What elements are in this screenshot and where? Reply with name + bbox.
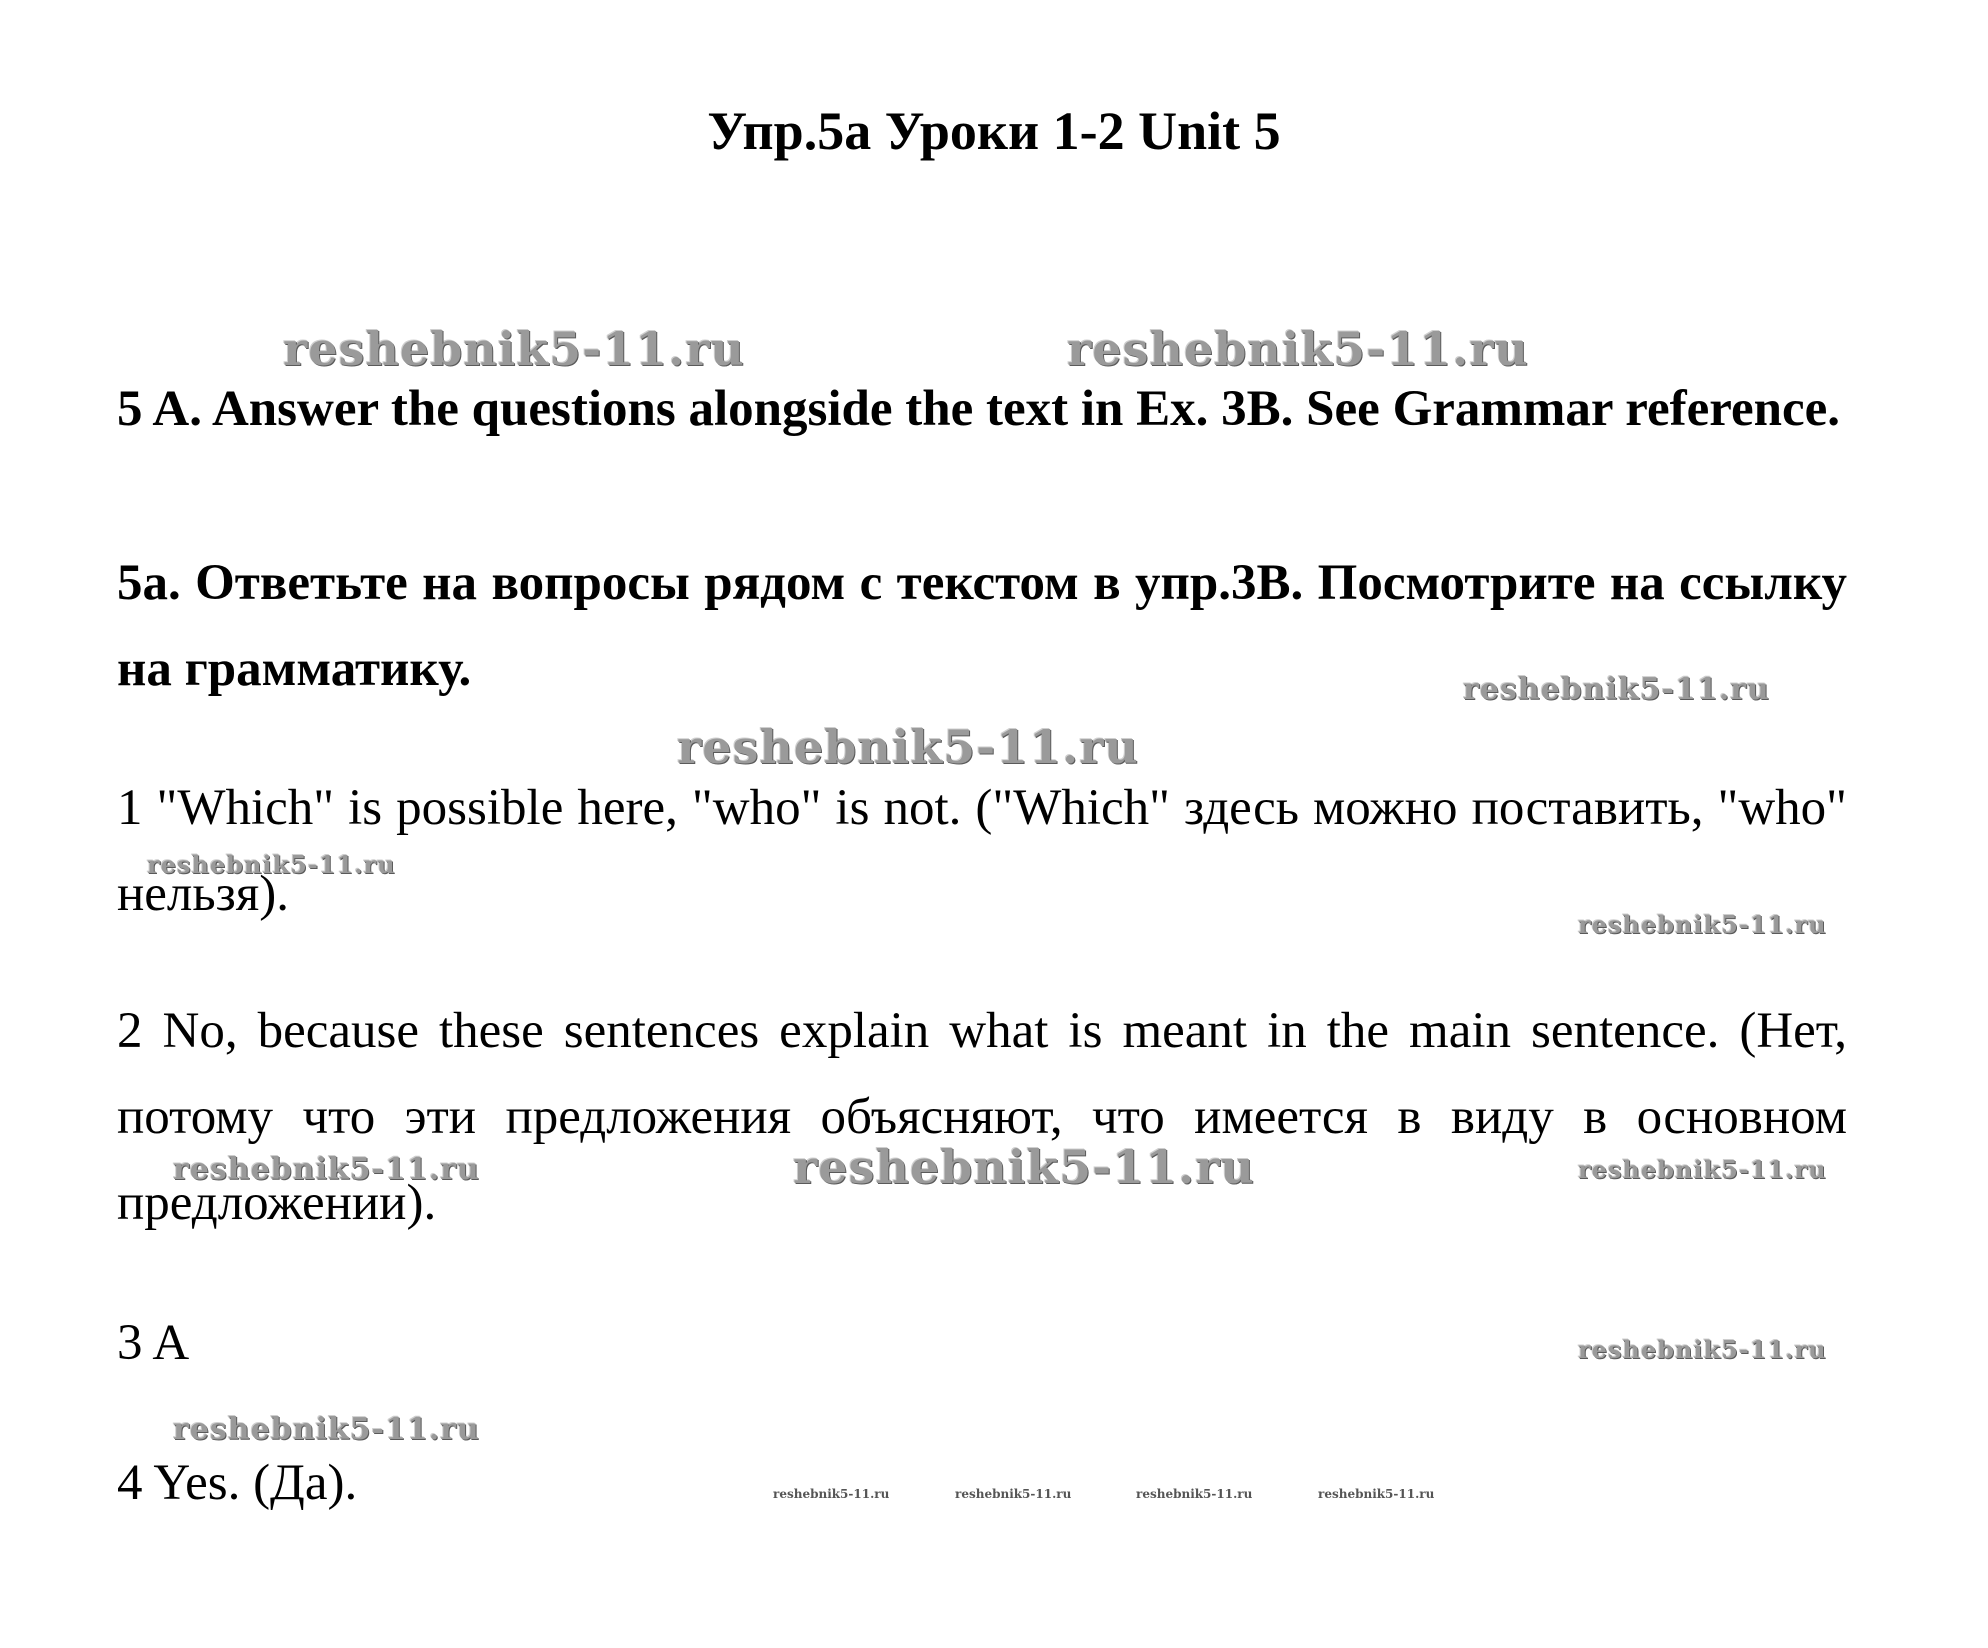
page-title: Упр.5а Уроки 1-2 Unit 5 <box>707 101 1281 161</box>
answer-1: 1 "Which" is possible here, "who" is not. ("Which" здесь можно поставить, "who" нельзя). <box>117 780 1847 922</box>
answer-3: 3 A <box>117 1315 190 1371</box>
watermark: reshebnik5-11.ru <box>773 1487 890 1501</box>
watermark: reshebnik5-11.ru <box>173 1152 480 1187</box>
watermark: reshebnik5-11.ru <box>173 1412 480 1447</box>
task-english: 5 A. Answer the questions alongside the text in Ex. 3B. See Grammar reference. <box>117 381 1841 437</box>
watermark: reshebnik5-11.ru <box>1136 1487 1253 1501</box>
watermark: reshebnik5-11.ru <box>283 322 745 376</box>
watermark: reshebnik5-11.ru <box>793 1140 1255 1194</box>
watermark: reshebnik5-11.ru <box>147 850 396 879</box>
watermark: reshebnik5-11.ru <box>1067 322 1529 376</box>
watermark: reshebnik5-11.ru <box>677 720 1139 774</box>
answer-4: 4 Yes. (Да). <box>117 1455 358 1511</box>
task-russian: 5a. Ответьте на вопросы рядом с текстом в упр.3B. Посмотрите на ссылку на грамматику. <box>117 555 1847 697</box>
watermark: reshebnik5-11.ru <box>1578 1335 1827 1364</box>
answer-2: 2 No, because these sentences explain what is meant in the main sentence. (Нет, потому что эти предложения объясняют, что имеется в виду в основном предложении). <box>117 1003 1847 1231</box>
watermark: reshebnik5-11.ru <box>1578 910 1827 939</box>
watermark: reshebnik5-11.ru <box>1578 1155 1827 1184</box>
watermark: reshebnik5-11.ru <box>955 1487 1072 1501</box>
watermark: reshebnik5-11.ru <box>1318 1487 1435 1501</box>
watermark: reshebnik5-11.ru <box>1463 672 1770 707</box>
